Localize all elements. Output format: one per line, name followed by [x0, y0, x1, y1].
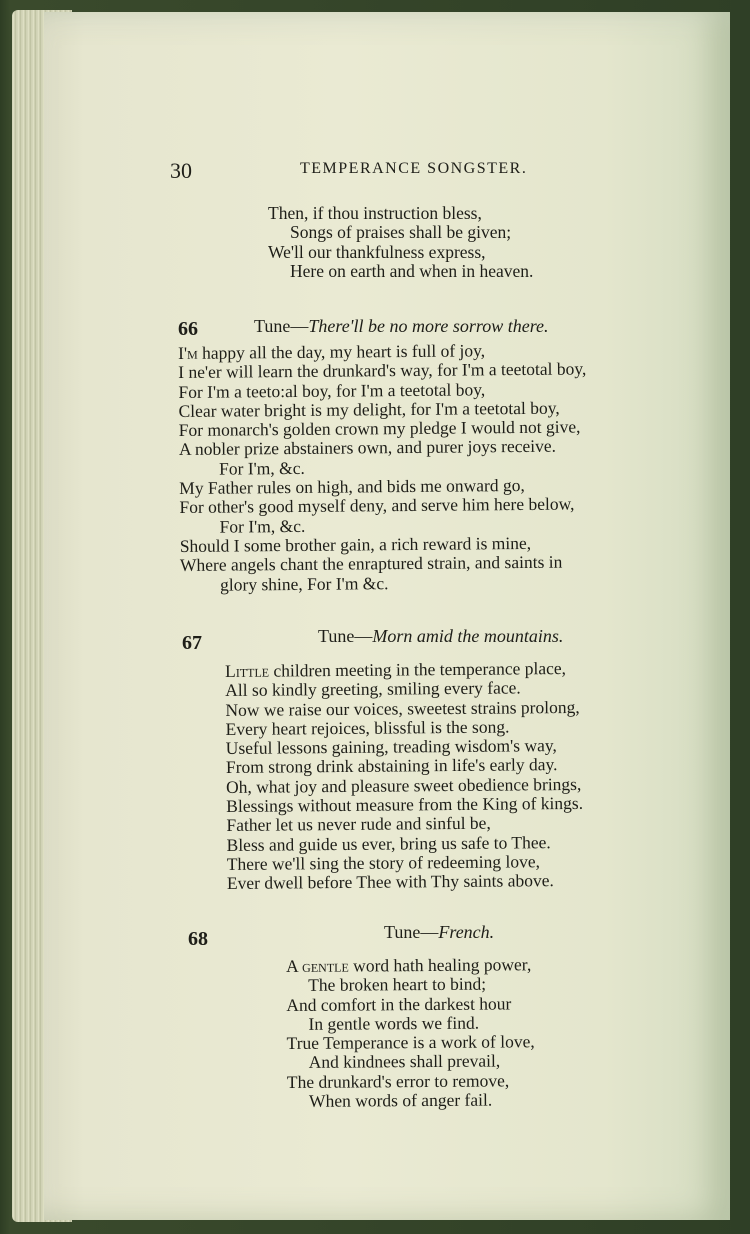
verse-line: When words of anger fail.: [308, 1089, 493, 1111]
tune-prefix: Tune—: [318, 626, 373, 646]
tune-name: French.: [438, 922, 495, 942]
verse-line: Blessings without measure from the King of kings.: [226, 792, 584, 817]
verse-line: There we'll sing the story of redeeming love,: [226, 851, 541, 874]
verse-line: Here on earth and when in heaven.: [290, 260, 534, 281]
running-head: TEMPERANCE SONGSTER.: [300, 160, 528, 177]
verse-line: From strong drink abstaining in life's early day.: [225, 754, 558, 778]
first-word: I'm: [177, 342, 198, 363]
intro-stanza: [268, 204, 533, 281]
verse-line: For I'm, &c.: [219, 515, 306, 537]
verse-line: Little children meeting in the temperance place,: [224, 658, 567, 681]
tune-prefix: Tune—: [254, 316, 309, 336]
verse-line: For other's good myself deny, and serve him here below,: [179, 493, 575, 518]
verse-line: My Father rules on high, and bids me onward go,: [179, 475, 525, 499]
song-67-verses: [225, 659, 584, 894]
verse-line: Songs of praises shall be given;: [290, 222, 512, 243]
verse-line: For I'm, &c.: [219, 457, 305, 479]
verse-line: In gentle words we find.: [308, 1012, 480, 1034]
tune-prefix: Tune—: [384, 922, 439, 942]
first-word: Little: [224, 660, 270, 681]
verse-line: I'm happy all the day, my heart is full of joy,: [177, 340, 486, 363]
verse-line: Now we raise our voices, sweetest strains prolong,: [225, 696, 580, 720]
verse-line: I ne'er will learn the drunkard's way, for I'm a teetotal boy,: [178, 358, 587, 383]
song-68-verses: [286, 955, 535, 1111]
verse-line: Clear water bright is my delight, for I'm a teetotal boy,: [178, 397, 560, 421]
verse-line: Oh, what joy and pleasure sweet obedience brings,: [226, 773, 582, 797]
verse-line: For I'm a teeto:al boy, for I'm a teetotal boy,: [178, 378, 486, 402]
song-number: 68: [188, 928, 208, 950]
verse-line: Useful lessons gaining, treading wisdom's way,: [225, 735, 557, 759]
verse-line: Bless and guide us ever, bring us safe to Thee.: [226, 831, 551, 855]
verse-line: glory shine, For I'm &c.: [220, 572, 389, 595]
verse-line: We'll our thankfulness express,: [268, 241, 486, 262]
verse-line: Every heart rejoices, blissful is the song.: [225, 716, 510, 739]
verse-line: A nobler prize abstainers own, and purer joys receive.: [178, 436, 557, 460]
verse-line: Father let us never rude and sinful be,: [226, 813, 491, 836]
verse-line: All so kindly greeting, smiling every face.: [225, 677, 521, 701]
verse-line: True Temperance is a work of love,: [286, 1031, 535, 1054]
verse-line: And comfort in the darkest hour: [286, 993, 512, 1015]
tune-heading: [318, 626, 563, 647]
verse-line: Where angels chant the enraptured strain, and saints in: [179, 551, 563, 576]
tune-name: Morn amid the mountains.: [372, 626, 564, 646]
song-number: 66: [178, 318, 198, 340]
verse-line: A gentle word hath healing power,: [285, 954, 532, 976]
tune-heading: [254, 316, 549, 337]
verse-line: The drunkard's error to remove,: [286, 1070, 510, 1092]
tune-heading: [384, 922, 494, 943]
first-word: A gentle: [285, 955, 349, 976]
verse-line: And kindnees shall prevail,: [308, 1050, 501, 1073]
song-66-verses: [178, 340, 588, 594]
verse-line: For monarch's golden crown my pledge I would not give,: [178, 416, 581, 441]
song-number: 67: [182, 632, 202, 654]
page-number: 30: [170, 158, 192, 183]
tune-name: There'll be no more sorrow there.: [308, 316, 549, 336]
verse-line: Ever dwell before Thee with Thy saints above.: [226, 870, 554, 894]
verse-line: Should I some brother gain, a rich reward is mine,: [179, 532, 532, 556]
verse-line: Then, if thou instruction bless,: [268, 203, 482, 223]
verse-line: The broken heart to bind;: [308, 973, 487, 996]
